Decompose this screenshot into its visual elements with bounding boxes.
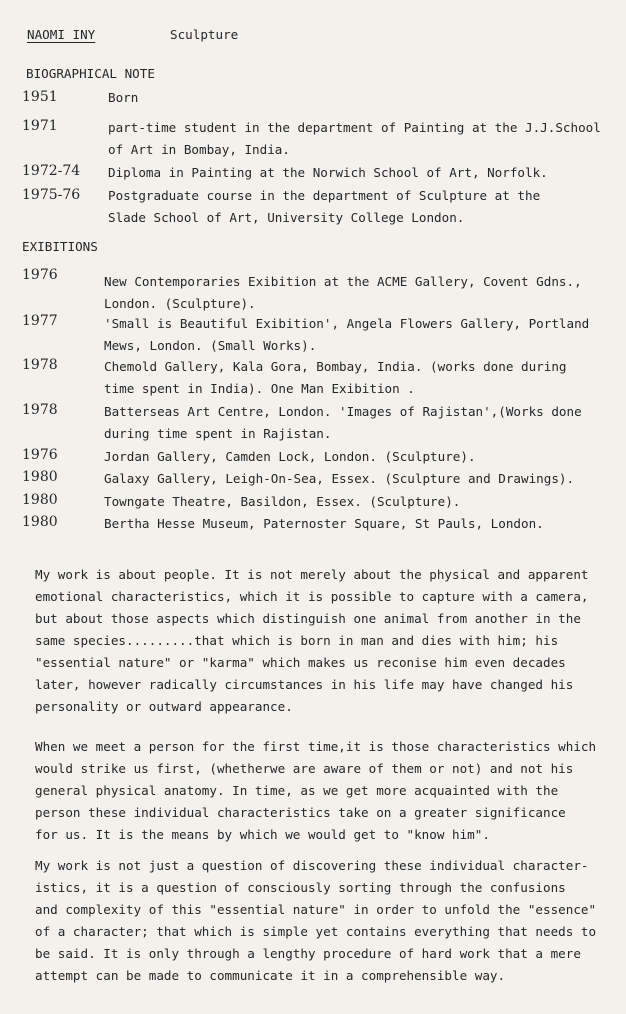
bio-year: 1972-74 (22, 163, 81, 179)
statement-line: My work is about people. It is not merely about the physical and apparent (35, 567, 589, 582)
exhibition-entry (104, 313, 589, 357)
bio-entry-line: Slade School of Art, University College London. (108, 210, 465, 225)
exhibition-line: 'Small is Beautiful Exibition', Angela Flowers Gallery, Portland (104, 316, 590, 331)
bio-year: 1975-76 (22, 187, 81, 203)
bio-entry-line: Born (108, 90, 139, 105)
statement-line: My work is not just a question of discovering these individual character- (35, 858, 589, 873)
statement-line: later, however radically circumstances in his life may have changed his (35, 677, 574, 692)
author-name: NAOMI INY (27, 27, 96, 42)
statement-line: istics, it is a question of consciously sorting through the confusions (35, 880, 566, 895)
statement-line: same species.........that which is born in man and dies with him; his (35, 633, 559, 648)
exhibition-year: 1980 (22, 469, 58, 485)
bio-entry-line: part-time student in the department of Painting at the J.J.School (108, 120, 601, 135)
statement-paragraph (35, 564, 605, 718)
exhibition-entry (104, 401, 582, 445)
exhibition-line: Towngate Theatre, Basildon, Essex. (Sculpture). (104, 494, 461, 509)
exhibition-line: time spent in India). One Man Exibition . (104, 381, 415, 396)
exhibition-line: Batterseas Art Centre, London. 'Images of Rajistan',(Works done (104, 404, 582, 419)
exhibition-line: during time spent in Rajistan. (104, 426, 332, 441)
exhibition-line: Galaxy Gallery, Leigh-On-Sea, Essex. (Sculpture and Drawings). (104, 471, 575, 486)
exhibition-year: 1976 (22, 267, 58, 283)
statement-line: person these individual characteristics take on a greater significance (35, 805, 566, 820)
bio-year: 1951 (22, 89, 58, 105)
exhibitions-heading: EXIBITIONS (22, 239, 98, 254)
bio-heading: BIOGRAPHICAL NOTE (26, 66, 155, 81)
bio-entry-line: of Art in Bombay, India. (108, 142, 290, 157)
exhibition-line: Jordan Gallery, Camden Lock, London. (Sculpture). (104, 449, 476, 464)
exhibition-line: London. (Sculpture). (104, 296, 256, 311)
exhibition-line: Chemold Gallery, Kala Gora, Bombay, India. (works done during (104, 359, 567, 374)
statement-line: emotional characteristics, which it is possible to capture with a camera, (35, 589, 589, 604)
statement-line: and complexity of this "essential nature" in order to unfold the "essence" (35, 902, 597, 917)
statement-line: "essential nature" or "karma" which makes us reconise him even decades (35, 655, 566, 670)
bio-entry (108, 117, 601, 161)
statement-line: attempt can be made to communicate it in a comprehensible way. (35, 968, 506, 983)
statement-line: for us. It is the means by which we would get to "know him". (35, 827, 490, 842)
bio-entry (108, 185, 540, 229)
exhibition-year: 1980 (22, 514, 58, 530)
exhibition-line: Mews, London. (Small Works). (104, 338, 317, 353)
exhibition-line: New Contemporaries Exibition at the ACME Gallery, Covent Gdns., (104, 274, 582, 289)
document-title: Sculpture (170, 27, 239, 42)
exhibition-entry (104, 491, 460, 513)
exhibition-year: 1978 (22, 402, 58, 418)
statement-paragraph (35, 736, 605, 846)
exhibition-entry (104, 468, 574, 490)
bio-entry-line: Postgraduate course in the department of Sculpture at the (108, 188, 541, 203)
statement-paragraph (35, 855, 605, 987)
exhibition-year: 1977 (22, 313, 58, 329)
exhibition-year: 1978 (22, 357, 58, 373)
statement-line: personality or outward appearance. (35, 699, 293, 714)
exhibition-year: 1980 (22, 492, 58, 508)
exhibition-entry (104, 513, 544, 535)
statement-line: When we meet a person for the first time,it is those characteristics which (35, 739, 597, 754)
exhibition-year: 1976 (22, 447, 58, 463)
exhibition-entry (104, 446, 476, 468)
statement-line: general physical anatomy. In time, as we get more acquainted with the (35, 783, 559, 798)
exhibition-entry (104, 271, 582, 315)
bio-entry (108, 162, 548, 184)
statement-line: be said. It is only through a lengthy procedure of hard work that a mere (35, 946, 581, 961)
bio-entry-line: Diploma in Painting at the Norwich School of Art, Norfolk. (108, 165, 548, 180)
exhibition-entry (104, 356, 567, 400)
statement-line: of a character; that which is simple yet contains everything that needs to (35, 924, 597, 939)
exhibition-line: Bertha Hesse Museum, Paternoster Square, St Pauls, London. (104, 516, 544, 531)
bio-entry (108, 87, 138, 109)
bio-year: 1971 (22, 118, 58, 134)
statement-line: but about those aspects which distinguish one animal from another in the (35, 611, 581, 626)
statement-line: would strike us first, (whetherwe are aware of them or not) and not his (35, 761, 574, 776)
